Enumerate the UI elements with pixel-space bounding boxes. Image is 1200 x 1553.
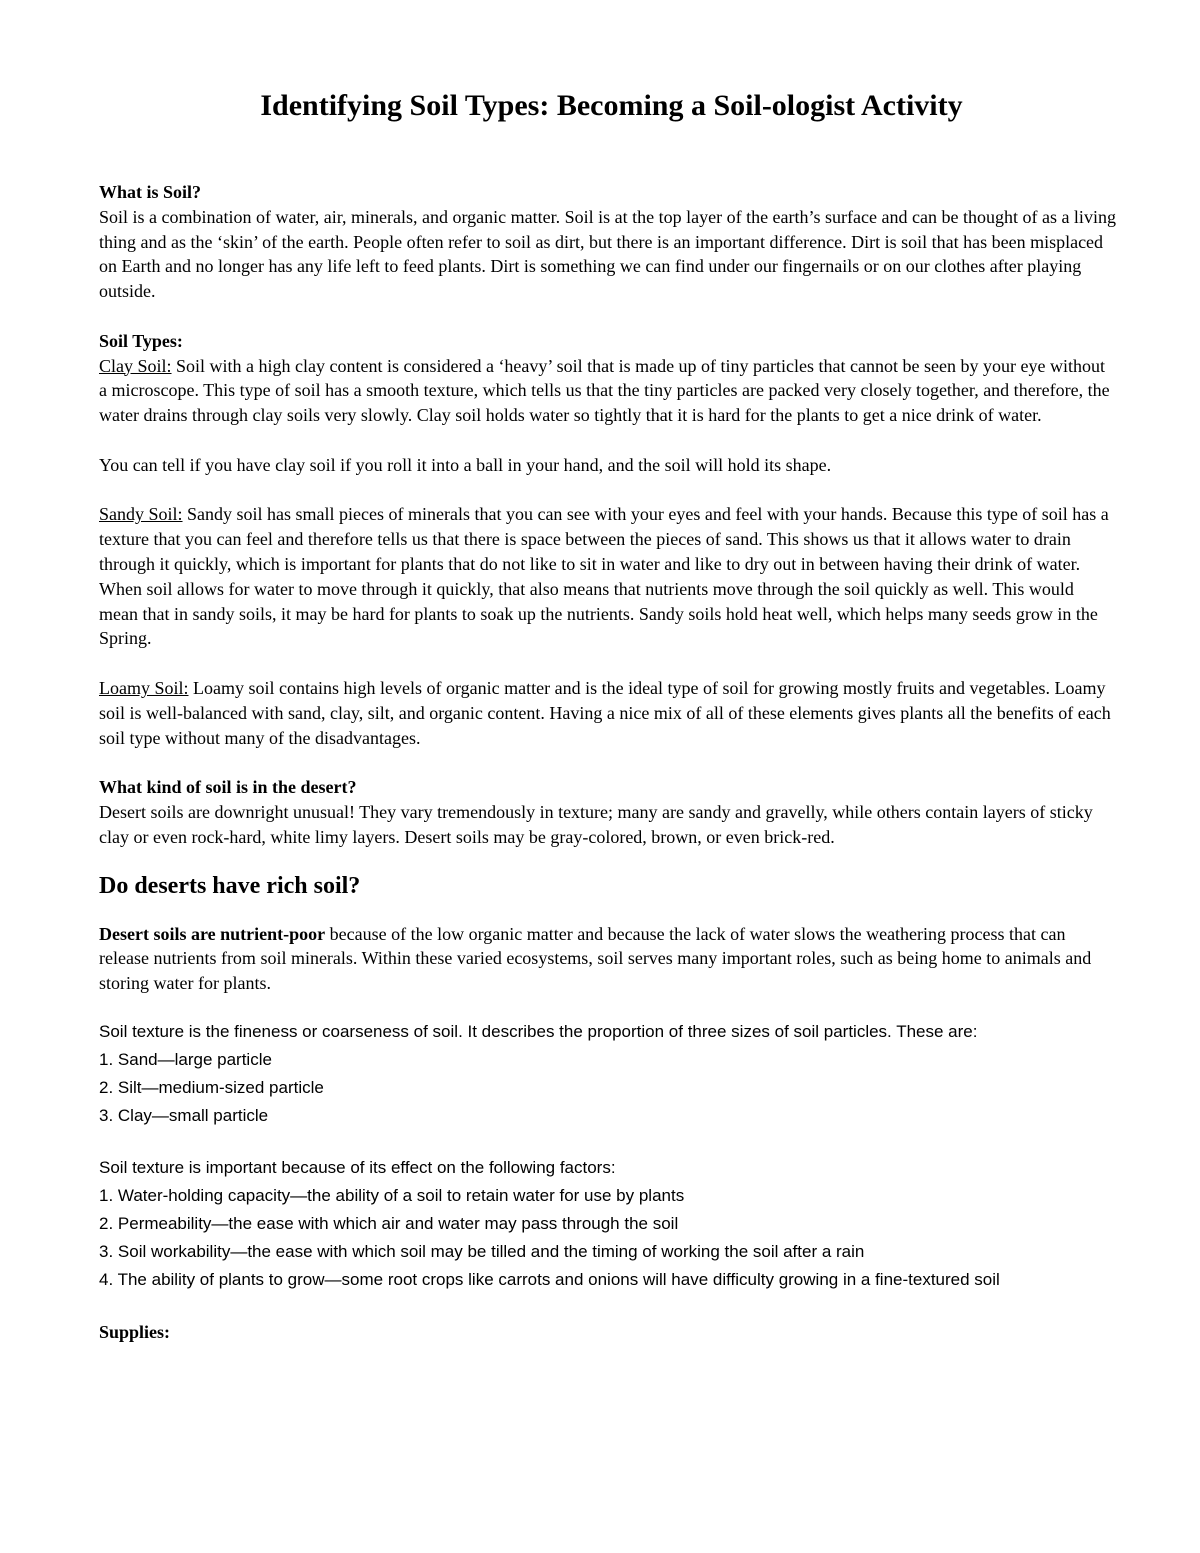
texture-list-item: 2. Silt—medium-sized particle	[99, 1077, 324, 1097]
importance-intro: Soil texture is important because of its effect on the following factors:	[99, 1157, 616, 1177]
importance-list-item: 1. Water-holding capacity—the ability of a soil to retain water for use by plants	[99, 1185, 685, 1205]
desert-soil-paragraph: Desert soils are downright unusual! They vary tremendously in texture; many are sandy and gravelly, while others contain layers of sticky clay or even rock-hard, white limy layers. Desert soils may be gray-colored, brown, or even brick-red.	[99, 801, 1093, 847]
texture-list-item: 1. Sand—large particle	[99, 1049, 272, 1069]
texture-intro: Soil texture is the fineness or coarseness of soil. It describes the proportion of three sizes of soil particles. These are:	[99, 1021, 978, 1041]
rich-soil-lead: Desert soils are nutrient-poor	[99, 923, 326, 944]
clay-soil-paragraph	[99, 354, 1116, 428]
texture-list-item: 3. Clay—small particle	[99, 1105, 269, 1125]
clay-soil-text: Soil with a high clay content is considered a ‘heavy’ soil that is made up of tiny particles that cannot be seen by your eye without a microscope. This type of soil has a smooth texture, which tells us that the tiny particles are packed very closely together, and therefore, the water drains through clay soils very slowly. Clay soil holds water so tightly that it is hard for the plants to get a nice drink of water.	[99, 355, 1110, 426]
loamy-soil-paragraph	[99, 676, 1116, 750]
document-title: Identifying Soil Types: Becoming a Soil-ologist Activity	[260, 89, 963, 122]
loamy-soil-label: Loamy Soil:	[99, 677, 189, 698]
importance-list-item: 3. Soil workability—the ease with which soil may be tilled and the timing of working the soil after a rain	[99, 1241, 865, 1261]
soil-types-heading: Soil Types:	[99, 330, 183, 351]
sandy-soil-label: Sandy Soil:	[99, 504, 183, 525]
clay-soil-tip: You can tell if you have clay soil if you roll it into a ball in your hand, and the soil will hold its shape.	[99, 454, 832, 475]
supplies-heading: Supplies:	[99, 1321, 171, 1342]
sandy-soil-text: Sandy soil has small pieces of minerals that you can see with your eyes and feel with your hands. Because this type of soil has a texture that you can feel and therefore tells us that there is space between the pieces of sand. This shows us that it allows water to drain through it quickly, which is important for plants that do not like to sit in water and like to dry out in between having their drink of water. When soil allows for water to move through it quickly, that also means that nutrients move through the soil quickly as well. This would mean that in sandy soils, it may be hard for plants to soak up the nutrients. Sandy soils hold heat well, which helps many seeds grow in the Spring.	[99, 504, 1109, 649]
sandy-soil-paragraph	[99, 502, 1116, 651]
importance-list-item: 4. The ability of plants to grow—some root crops like carrots and onions will have difficulty growing in a fine-textured soil	[99, 1269, 1000, 1289]
importance-list-item: 2. Permeability—the ease with which air and water may pass through the soil	[99, 1213, 679, 1233]
rich-soil-paragraph	[99, 922, 1116, 996]
what-is-soil-heading: What is Soil?	[99, 182, 202, 202]
loamy-soil-text: Loamy soil contains high levels of organic matter and is the ideal type of soil for growing mostly fruits and vegetables. Loamy soil is well-balanced with sand, clay, silt, and organic content. Having a nice mix of all of these elements gives plants all the benefits of each soil type without many of the disadvantages.	[99, 677, 1111, 748]
clay-soil-label: Clay Soil:	[99, 355, 172, 376]
rich-soil-heading: Do deserts have rich soil?	[99, 872, 361, 899]
desert-soil-heading: What kind of soil is in the desert?	[99, 777, 357, 798]
rich-soil-text: because of the low organic matter and because the lack of water slows the weathering process that can release nutrients from soil minerals. Within these varied ecosystems, soil serves many important roles, such as being home to animals and storing water for plants.	[99, 923, 1092, 994]
what-is-soil-paragraph: Soil is a combination of water, air, minerals, and organic matter. Soil is at the top layer of the earth’s surface and can be thought of as a living thing and as the ‘skin’ of the earth. People often refer to soil as dirt, but there is an important difference. Dirt is soil that has been misplaced on Earth and no longer has any life left to feed plants. Dirt is something we can find under our fingernails or on our clothes after playing outside.	[99, 206, 1116, 302]
